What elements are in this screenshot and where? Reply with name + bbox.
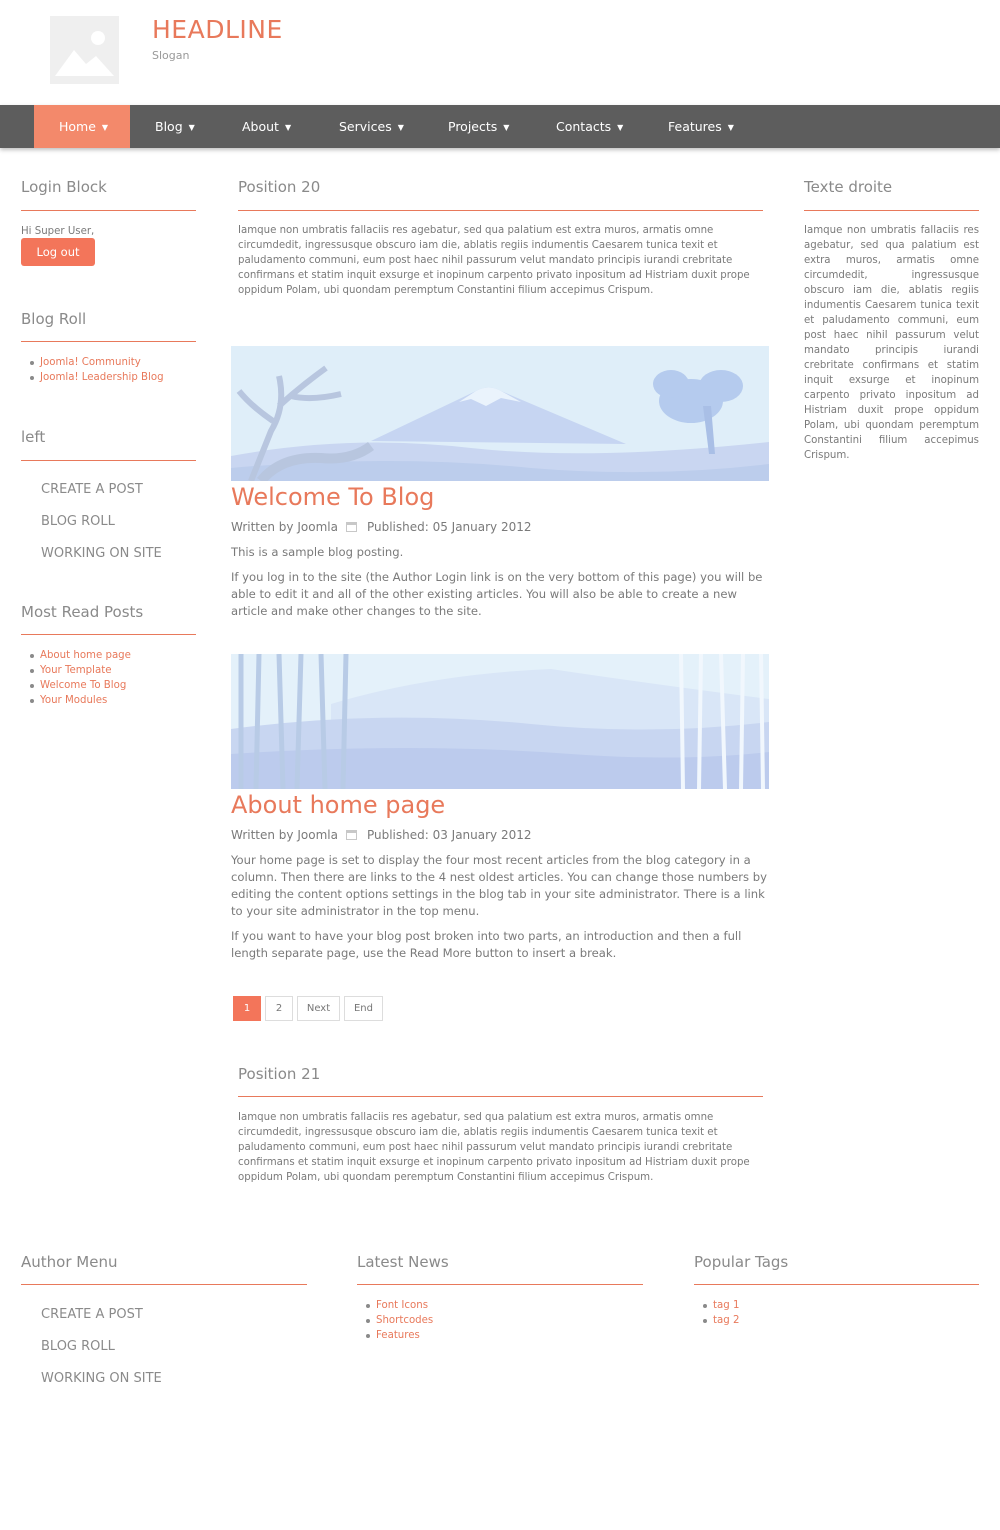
article-title-link[interactable]: About home page xyxy=(231,791,446,819)
article-title-link[interactable]: Welcome To Blog xyxy=(231,483,435,511)
menu-item-working-on-site[interactable]: WORKING ON SITE xyxy=(41,1371,162,1386)
pagination-page-2[interactable]: 2 xyxy=(265,996,293,1021)
blog-roll-list xyxy=(21,355,164,385)
popular-tags-title: Popular Tags xyxy=(694,1253,789,1271)
left-menu xyxy=(41,482,162,578)
article-image-mountain-tree xyxy=(231,346,769,481)
most-read-link[interactable]: Welcome To Blog xyxy=(21,678,131,693)
article-paragraph: If you want to have your blog post broken into two parts, an introduction and then a full length separate page, use the Read More button to insert a break. xyxy=(231,929,742,960)
calendar-icon xyxy=(346,830,357,840)
divider xyxy=(21,341,196,342)
logo-image-placeholder-icon[interactable] xyxy=(50,16,119,84)
nav-item-home[interactable] xyxy=(34,105,130,148)
menu-item-create-post[interactable]: CREATE A POST xyxy=(41,482,143,497)
divider xyxy=(21,210,196,211)
nav-item-blog[interactable] xyxy=(155,105,195,148)
article-author: Written by Joomla xyxy=(231,828,338,842)
calendar-icon xyxy=(346,522,357,532)
nav-item-label: About xyxy=(242,119,279,134)
latest-news-link[interactable]: Features xyxy=(357,1328,433,1343)
left-menu-title: left xyxy=(21,428,46,446)
menu-item-working-on-site[interactable]: WORKING ON SITE xyxy=(41,546,162,561)
nav-item-contacts[interactable] xyxy=(556,105,623,148)
nav-item-label: Services xyxy=(339,119,392,134)
blog-roll-title: Blog Roll xyxy=(21,310,87,328)
divider xyxy=(21,1284,307,1285)
divider xyxy=(804,210,979,211)
nav-item-label: Features xyxy=(668,119,722,134)
article-image-bamboo-landscape xyxy=(231,654,769,789)
login-block-title: Login Block xyxy=(21,178,107,196)
divider xyxy=(21,460,196,461)
blog-roll-link[interactable]: Joomla! Community xyxy=(21,355,164,370)
author-menu xyxy=(41,1307,162,1403)
nav-item-label: Contacts xyxy=(556,119,612,134)
tag-link[interactable]: tag 1 xyxy=(694,1298,739,1313)
pagination-next[interactable]: Next xyxy=(297,996,340,1021)
pagination-page-1[interactable]: 1 xyxy=(233,996,261,1021)
author-menu-title: Author Menu xyxy=(21,1253,118,1271)
most-read-list xyxy=(21,648,131,708)
divider xyxy=(21,634,196,635)
article-paragraph: If you log in to the site (the Author Login link is on the very bottom of this page) you will be able to edit it and all of the other existing articles. You will also be able to create a new article and make other changes to the site. xyxy=(231,570,763,618)
caret-down-icon: ▼ xyxy=(101,123,109,132)
caret-down-icon: ▼ xyxy=(617,123,624,132)
main-navigation xyxy=(0,105,1000,148)
site-header xyxy=(0,0,1000,105)
nav-item-about[interactable] xyxy=(242,105,291,148)
site-slogan: Slogan xyxy=(152,49,190,62)
article-meta xyxy=(231,520,532,534)
most-read-title: Most Read Posts xyxy=(21,603,144,621)
position-21-title: Position 21 xyxy=(238,1065,321,1083)
divider xyxy=(238,210,763,211)
article-published-date: Published: 05 January 2012 xyxy=(366,520,532,534)
latest-news-list xyxy=(357,1298,433,1343)
article-body xyxy=(231,852,771,970)
login-greeting: Hi Super User, xyxy=(21,226,95,237)
latest-news-link[interactable]: Font Icons xyxy=(357,1298,433,1313)
position-20-text: Iamque non umbratis fallaciis res agebatur, sed qua palatium est extra muros, armatis omne circumdedit, ingressusque obscuro iam die, ablatis regiis indumentis Caesarem tunica texit et paludamento communi, eum post haec nihil passurum velut mandato principis iurandi crebritate confirmans et statim inquit exsurge et inopinum carpento privato inpositum ad Histriam duxit prope oppidum Polam, ubi quondam peremptum Constantini filium accepimus Crispum. xyxy=(238,225,750,296)
nav-item-features[interactable] xyxy=(668,105,734,148)
article-body xyxy=(231,544,771,628)
position-21-text: Iamque non umbratis fallaciis res agebatur, sed qua palatium est extra muros, armatis omne circumdedit, ingressusque obscuro iam die, ablatis regiis indumentis Caesarem tunica texit et paludamento communi, eum post haec nihil passurum velut mandato principis iurandi crebritate confirmans et statim inquit exsurge et inopinum carpento privato inpositum ad Histriam duxit prope oppidum Polam, ubi quondam peremptum Constantini filium accepimus Crispum. xyxy=(238,1112,750,1183)
nav-item-projects[interactable] xyxy=(448,105,509,148)
latest-news-title: Latest News xyxy=(357,1253,449,1271)
nav-item-services[interactable] xyxy=(339,105,404,148)
latest-news-link[interactable]: Shortcodes xyxy=(357,1313,433,1328)
divider xyxy=(238,1096,763,1097)
right-module-title: Texte droite xyxy=(804,178,893,196)
right-module-text: Iamque non umbratis fallaciis res agebatur, sed qua palatium est extra muros, armatis omne circumdedit, ingressusque obscuro iam die, ablatis regiis indumentis Caesarem tunica texit et paludamento communi, eum post haec nihil passurum velut mandato principis iurandi crebritate confirmans et statim inquit exsurge et inopinum carpento privato inpositum ad Histriam duxit prope oppidum Polam, ubi quondam peremptum Constantini filium accepimus Crispum. xyxy=(804,225,979,461)
logout-button[interactable]: Log out xyxy=(21,238,95,266)
pagination-end[interactable]: End xyxy=(344,996,383,1021)
divider xyxy=(357,1284,643,1285)
site-title[interactable]: HEADLINE xyxy=(152,15,283,44)
article-meta xyxy=(231,828,532,842)
article-paragraph: Your home page is set to display the four most recent articles from the blog category in a column. Then there are links to the 4 nest oldest articles. You can change those numbers by editing the content options settings in the blog tab in your site administrator. There is a link to your site administrator in the top menu. xyxy=(231,853,767,918)
caret-down-icon: ▼ xyxy=(503,123,510,132)
menu-item-create-post[interactable]: CREATE A POST xyxy=(41,1307,143,1322)
most-read-link[interactable]: Your Template xyxy=(21,663,131,678)
blog-roll-link[interactable]: Joomla! Leadership Blog xyxy=(21,370,164,385)
nav-item-label: Projects xyxy=(448,119,498,134)
caret-down-icon: ▼ xyxy=(727,123,734,132)
tag-link[interactable]: tag 2 xyxy=(694,1313,739,1328)
divider xyxy=(694,1284,979,1285)
article-paragraph: This is a sample blog posting. xyxy=(231,545,404,559)
most-read-link[interactable]: About home page xyxy=(21,648,131,663)
nav-item-label: Blog xyxy=(155,119,183,134)
caret-down-icon: ▼ xyxy=(397,123,404,132)
article-published-date: Published: 03 January 2012 xyxy=(366,828,532,842)
nav-item-label: Home xyxy=(59,119,96,134)
caret-down-icon: ▼ xyxy=(188,123,195,132)
menu-item-blog-roll[interactable]: BLOG ROLL xyxy=(41,1339,115,1354)
caret-down-icon: ▼ xyxy=(284,123,292,132)
menu-item-blog-roll[interactable]: BLOG ROLL xyxy=(41,514,115,529)
article-author: Written by Joomla xyxy=(231,520,338,534)
most-read-link[interactable]: Your Modules xyxy=(21,693,131,708)
popular-tags-list xyxy=(694,1298,739,1328)
position-20-title: Position 20 xyxy=(238,178,321,196)
